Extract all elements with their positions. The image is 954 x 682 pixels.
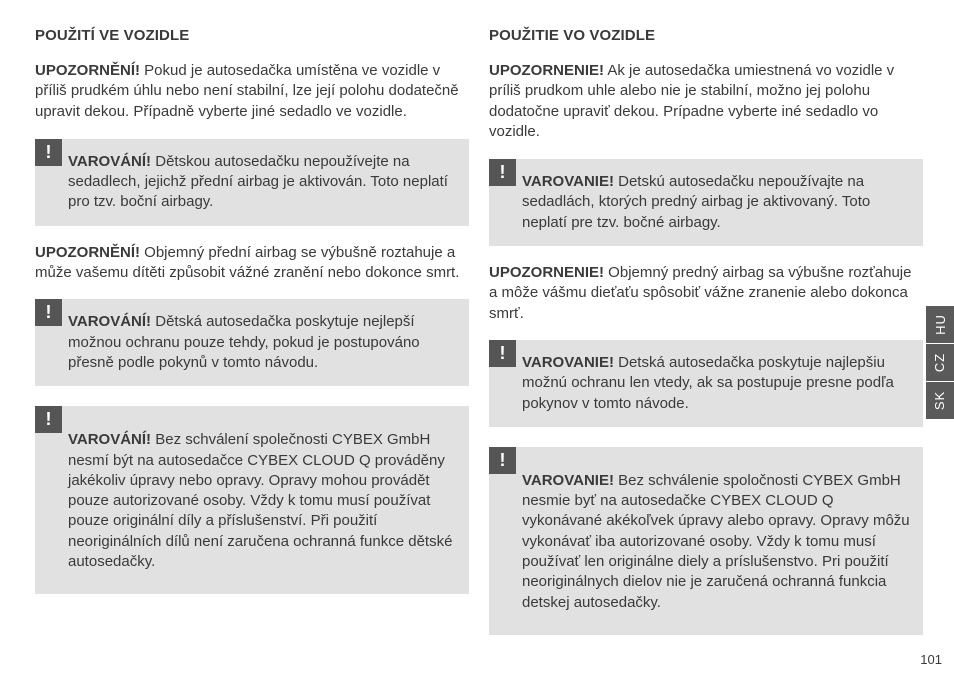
warning-label: VAROVÁNÍ! — [68, 431, 152, 449]
warning-text: Dětská autosedačka poskytuje nejlepší možnou ochranu pouze tehdy, pokud je postupováno přesně podle pokynů v tomto návodu. — [68, 313, 420, 371]
note-text: Ak je autosedačka umiestnená vo vozidle v príliš prudkom uhle alebo nie je stabilní, možno jej polohu dodatočne upraviť dekou. Prípadne vyberte iné sedadlo vo vozidle. — [489, 62, 895, 140]
warning-text: Bez schválení společnosti CYBEX GmbH nesmí být na autosedačce CYBEX CLOUD Q prováděny jakékoliv úpravy nebo opravy. Opravy mohou provádět pouze autorizované osoby. Vždy k tomu musí používat pouze originální díly a příslušenství. Při použití neoriginálních dílů není zaručena ochranná funkce dětské autosedačky. — [68, 431, 453, 571]
warning-text: Dětskou autosedačku nepoužívejte na sedadlech, jejichž přední airbag je aktivován. Toto neplatí pro tzv. boční airbagy. — [68, 152, 448, 211]
warning-label: VAROVANIE! — [522, 173, 614, 191]
language-tab-cz[interactable] — [926, 344, 954, 381]
warning-box — [35, 299, 469, 386]
note-paragraph — [489, 263, 923, 324]
warning-box — [35, 139, 469, 226]
warning-box — [35, 406, 469, 594]
note-label: UPOZORNENIE! — [489, 264, 605, 282]
warning-text: Detskú autosedačku nepoužívajte na sedadlách, ktorých predný airbag je aktivovaný. Toto neplatí pre tzv. bočné airbagy. — [522, 173, 871, 231]
note-text: Objemný přední airbag se výbušně roztahuje a může vašemu dítěti způsobit vážné zranění nebo dokonce smrt. — [35, 243, 460, 282]
exclamation-icon: ! — [35, 299, 62, 326]
note-label: UPOZORNĚNÍ! — [35, 243, 140, 261]
warning-box — [489, 447, 923, 635]
page-number: 101 — [920, 652, 942, 667]
column-czech — [35, 27, 469, 594]
language-tabs — [926, 306, 954, 420]
note-paragraph — [35, 243, 469, 284]
warning-text: Detská autosedačka poskytuje najlepšiu možnú ochranu len vtedy, ak sa postupuje presne podľa pokynov v tomto návode. — [522, 353, 894, 412]
exclamation-icon: ! — [35, 139, 62, 166]
note-paragraph — [489, 61, 923, 142]
note-text: Objemný predný airbag sa výbušne rozťahuje a môže vášmu dieťaťu spôsobiť vážne zranenie alebo dokonca smrť. — [489, 264, 912, 322]
note-text: Pokud je autosedačka umístěna ve vozidle v příliš prudkém úhlu nebo není stabilní, lze její polohu dodatečně upravit dekou. Případně vyberte jiné sedadlo ve vozidle. — [35, 62, 459, 120]
warning-text: Bez schválenie spoločnosti CYBEX GmbH nesmie byť na autosedačke CYBEX CLOUD Q vykonávané akékoľvek úpravy alebo opravy. Opravy môžu vykonávať iba autorizované osoby. Vždy k tomu musí používať len originálne diely a príslušenstvo. Pri použití neoriginálnych dielov nie je zaručená ochranná funkcia detskej autosedačky. — [522, 471, 910, 611]
exclamation-icon: ! — [489, 159, 516, 186]
warning-box — [489, 340, 923, 427]
warning-label: VAROVANIE! — [522, 353, 614, 371]
warning-label: VAROVÁNÍ! — [68, 313, 152, 331]
language-tab-label: CZ — [932, 352, 948, 373]
language-tab-sk[interactable] — [926, 382, 954, 419]
note-label: UPOZORNĚNÍ! — [35, 62, 140, 79]
warning-box — [489, 159, 923, 246]
warning-label: VAROVANIE! — [522, 471, 614, 489]
exclamation-icon: ! — [35, 406, 62, 433]
section-heading: POUŽITÍ VE VOZIDLE — [35, 27, 190, 44]
language-tab-hu[interactable] — [926, 306, 954, 343]
column-slovak — [489, 27, 923, 635]
warning-label: VAROVÁNÍ! — [68, 152, 152, 170]
exclamation-icon: ! — [489, 447, 516, 474]
language-tab-label: SK — [932, 390, 948, 411]
exclamation-icon: ! — [489, 340, 516, 367]
note-label: UPOZORNENIE! — [489, 62, 605, 79]
note-paragraph — [35, 61, 469, 122]
section-heading: POUŽITIE VO VOZIDLE — [489, 27, 656, 44]
language-tab-label: HU — [932, 314, 948, 335]
